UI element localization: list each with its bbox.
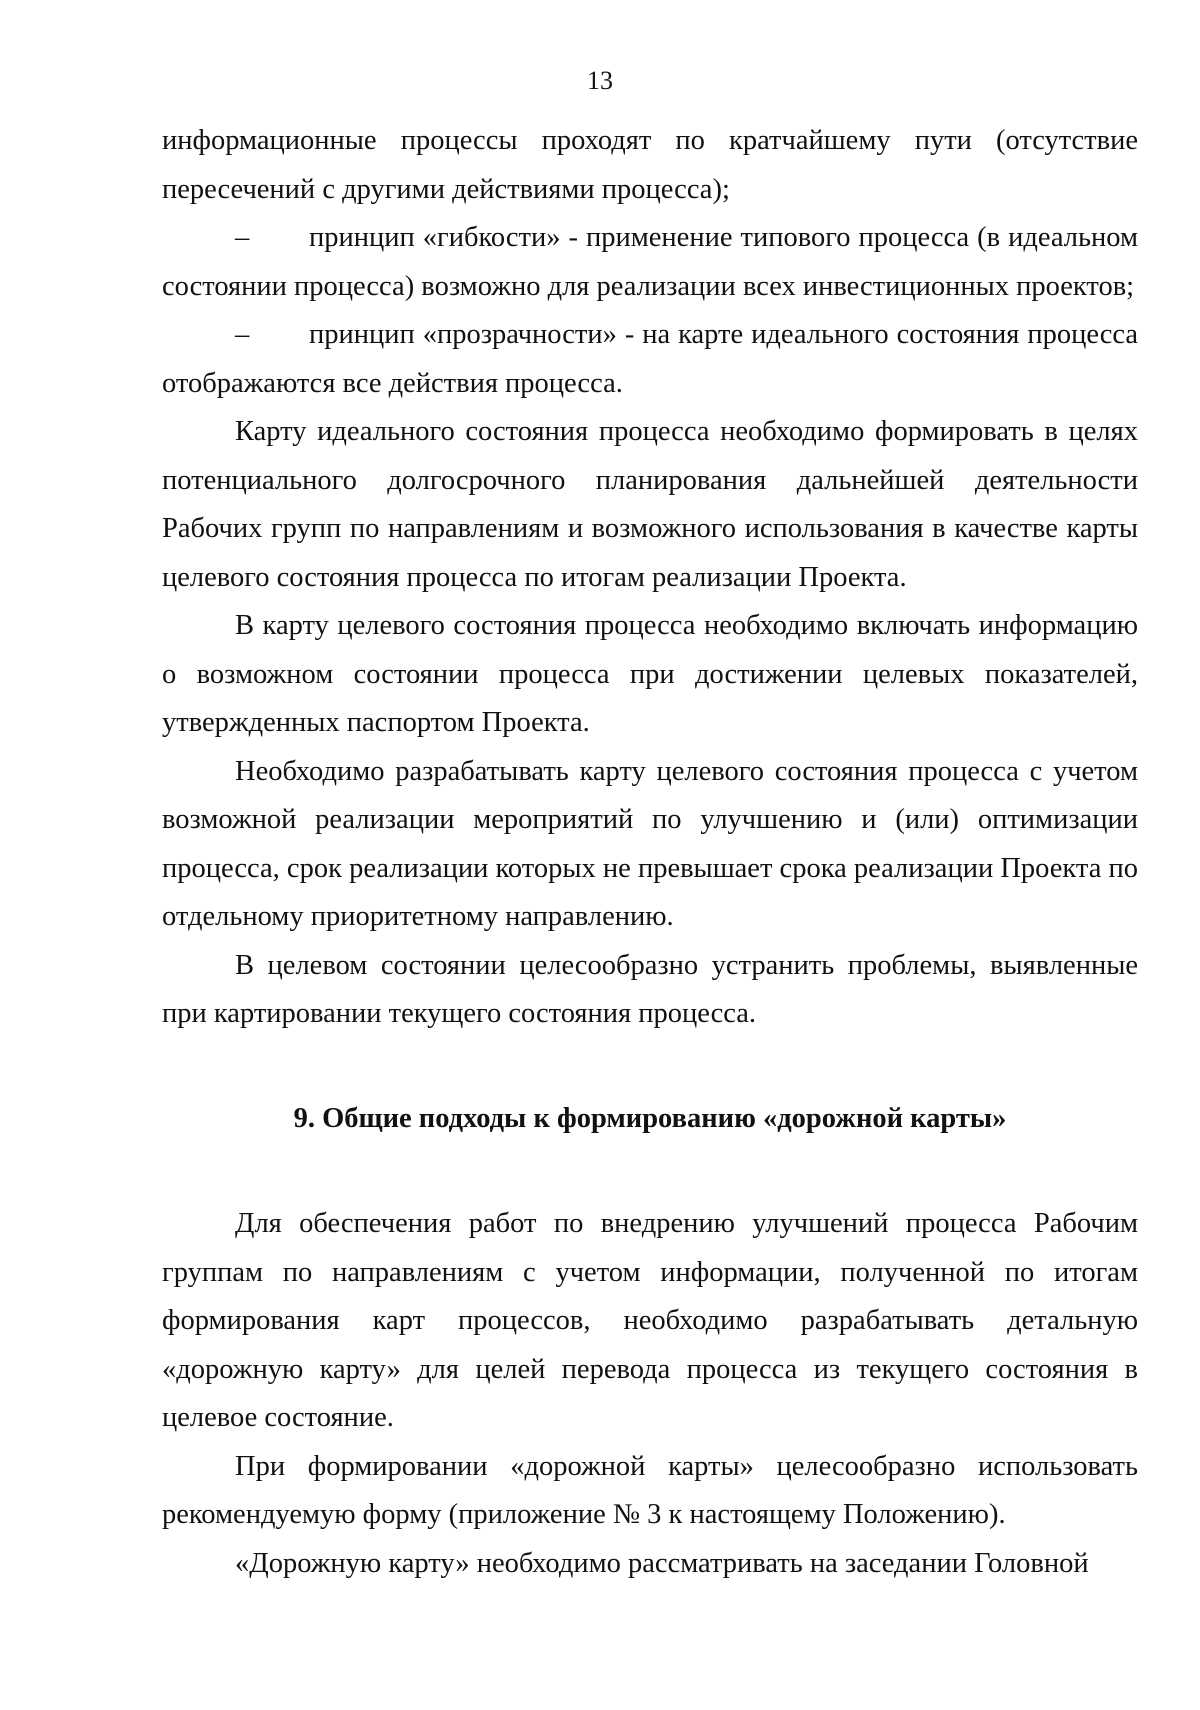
section-heading: 9. Общие подходы к формированию «дорожной карты»: [293, 1102, 1007, 1134]
paragraph-continuation: информационные процессы проходят по кратчайшему пути (отсутствие пересечений с другими действиями процесса);: [162, 125, 1138, 205]
paragraph: Необходимо разрабатывать карту целевого состояния процесса с учетом возможной реализации мероприятий по улучшению и (или) оптимизации процесса, срок реализации которых не превышает срока реализации Проекта по отдельному приоритетному направлению.: [162, 755, 1138, 932]
bullet-text: принцип «гибкости» - применение типового процесса (в идеальном состоянии процесса) возможно для реализации всех инвестиционных проектов;: [162, 222, 1138, 302]
bullet-text: принцип «прозрачности» - на карте идеального состояния процесса отображаются все действия процесса.: [162, 319, 1138, 399]
paragraph: В целевом состоянии целесообразно устранить проблемы, выявленные при картировании текущего состояния процесса.: [162, 949, 1138, 1029]
paragraph: Карту идеального состояния процесса необходимо формировать в целях потенциального долгосрочного планирования дальнейшей деятельности Рабочих групп по направлениям и возможного использования в качестве карты целевого состояния процесса по итогам реализации Проекта.: [162, 416, 1138, 593]
bullet-item-transparency: [162, 311, 1138, 408]
paragraph: В карту целевого состояния процесса необходимо включать информацию о возможном состоянии процесса при достижении целевых показателей, утвержденных паспортом Проекта.: [162, 610, 1138, 738]
page-number: 13: [587, 66, 613, 95]
bullet-dash: –: [235, 222, 250, 253]
paragraph: Для обеспечения работ по внедрению улучшений процесса Рабочим группам по направлениям с учетом информации, полученной по итогам формирования карт процессов, необходимо разрабатывать детальную «дорожную карту» для целей перевода процесса из текущего состояния в целевое состояние.: [162, 1208, 1138, 1433]
bullet-item-flexibility: [162, 214, 1138, 311]
paragraph-truncated: «Дорожную карту» необходимо рассматривать на заседании Головной: [235, 1547, 1089, 1579]
document-body: [162, 117, 1138, 1588]
paragraph: При формировании «дорожной карты» целесообразно использовать рекомендуемую форму (приложение № 3 к настоящему Положению).: [162, 1450, 1138, 1530]
bullet-dash: –: [235, 319, 250, 350]
